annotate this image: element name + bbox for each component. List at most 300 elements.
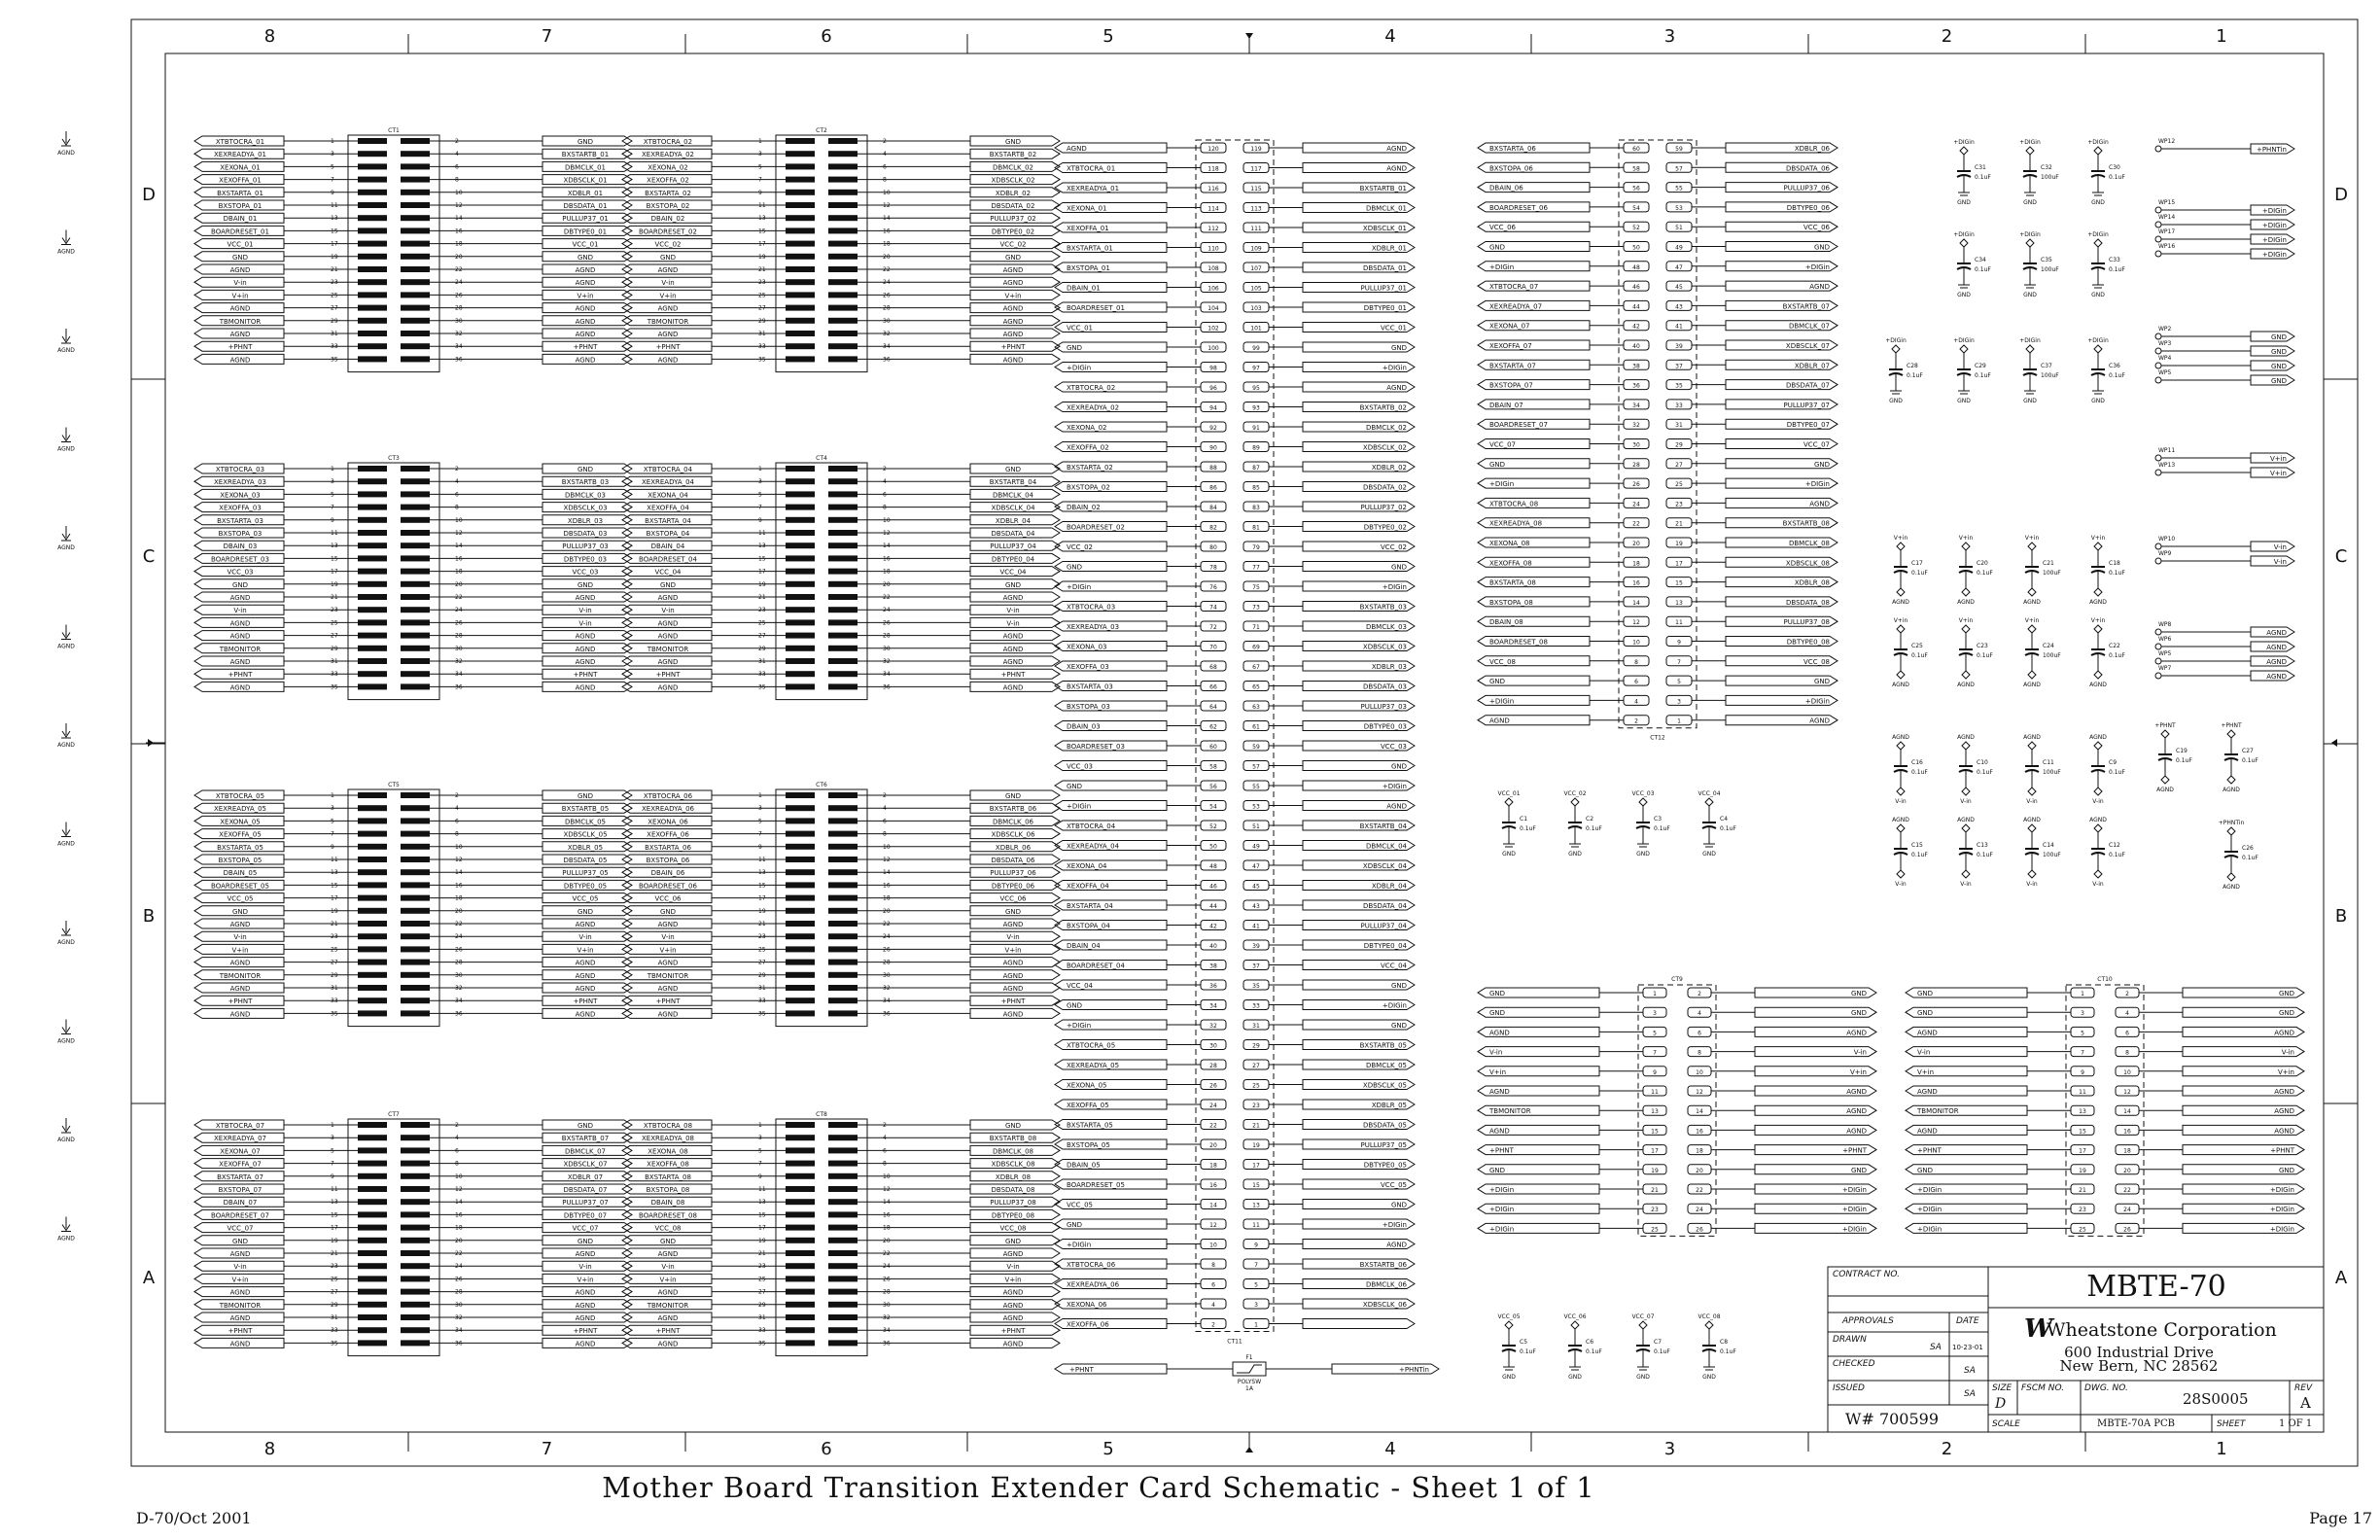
net-label: V-in: [1006, 933, 1020, 942]
agnd-margin-label: AGND: [57, 939, 75, 946]
net-label: XEXOFFA_02: [647, 176, 689, 185]
pin-contact: [358, 831, 387, 837]
pin-number: 62: [1209, 723, 1217, 731]
pin-number: 22: [2123, 1187, 2131, 1194]
pin-contact: [786, 530, 815, 536]
pin-contact: [828, 683, 858, 689]
pin-number: 31: [758, 331, 766, 337]
cap-top-net: VCC_02: [1563, 790, 1587, 797]
pin-number: 106: [1208, 285, 1219, 293]
test-point-ref: WP14: [2158, 214, 2176, 221]
pin-number: 10: [455, 189, 463, 196]
net-label: PULLUP37_07: [1783, 401, 1830, 409]
net-label: XDBLR_02: [1371, 464, 1407, 472]
pin-contact: [401, 1289, 430, 1295]
cap-bottom-net: GND: [1957, 292, 1971, 298]
connector-ref: CT12: [1650, 734, 1665, 742]
checked-by: SA: [1964, 1366, 1976, 1376]
pin-number: 19: [331, 253, 338, 261]
net-label: GND: [1390, 1022, 1407, 1030]
net-label: VCC_05: [1067, 1201, 1093, 1209]
address-line-2: New Bern, NC 28562: [2059, 1357, 2219, 1375]
net-label: AGND: [1002, 921, 1024, 928]
net-label: DBTYPE0_03: [1363, 722, 1407, 731]
net-label: DBMCLK_07: [1788, 322, 1830, 331]
net-label: +PHNT: [573, 343, 598, 352]
pin-number: 15: [758, 555, 766, 563]
pin-number: 97: [1252, 365, 1260, 372]
net-label: VCC_04: [999, 568, 1027, 577]
pin-contact: [786, 1327, 815, 1333]
cap-top-net: +DIGin: [2087, 139, 2109, 146]
cap-ref: C12: [2109, 842, 2120, 849]
pin-number: 63: [1252, 704, 1260, 711]
pin-contact: [358, 844, 387, 850]
pin-contact: [358, 960, 387, 965]
net-label: +DIGin: [1067, 583, 1092, 591]
net-label: GND: [1489, 1166, 1506, 1174]
pin-contact: [786, 671, 815, 677]
net-label: GND: [231, 1237, 249, 1245]
cap-bottom-net: GND: [2091, 199, 2105, 206]
pin-contact: [358, 1199, 387, 1205]
connector-ct6: [622, 782, 1060, 1027]
pin-number: 86: [1209, 484, 1217, 492]
cap-value: 0.1uF: [2242, 757, 2258, 764]
net-label: GND: [1850, 990, 1867, 998]
pin-number: 8: [883, 830, 887, 838]
net-label: BXSTOPA_08: [1489, 598, 1533, 607]
cap-bottom-net: AGND: [1957, 682, 1975, 688]
net-label: XEXREADYA_03: [1067, 623, 1120, 631]
net-label: DBSDATA_08: [991, 1186, 1035, 1194]
net-label: XTBTOCRA_01: [1067, 164, 1116, 173]
pin-contact: [401, 1314, 430, 1320]
pin-number: 36: [455, 683, 463, 691]
pin-number: 1: [758, 466, 762, 472]
net-label: BXSTOPA_08: [646, 1186, 690, 1194]
net-label: GND: [1067, 783, 1083, 790]
pin-contact: [828, 190, 858, 195]
cap-bottom-net: V-in: [1895, 798, 1907, 805]
pin-number: 23: [1675, 501, 1683, 508]
pin-number: 30: [883, 1301, 891, 1309]
net-label: XDBSCLK_06: [1362, 1301, 1407, 1309]
pin-number: 112: [1208, 226, 1219, 232]
pin-contact: [358, 1211, 387, 1217]
net-label: BOARDRESET_03: [211, 555, 269, 564]
net-label: V-in: [2281, 1048, 2294, 1057]
pin-contact: [786, 177, 815, 183]
pin-number: 34: [883, 1327, 891, 1335]
zone-column-label: 6: [821, 1439, 832, 1459]
cap-top-net: VCC_03: [1631, 790, 1655, 797]
pin-number: 18: [455, 894, 463, 902]
pin-number: 22: [455, 594, 463, 601]
pin-number: 36: [1632, 382, 1640, 390]
pin-number: 9: [1653, 1068, 1657, 1076]
net-label: AGND: [1002, 683, 1024, 692]
pin-number: 67: [1252, 664, 1260, 671]
pin-number: 2: [883, 1122, 887, 1129]
pin-contact: [786, 633, 815, 639]
pin-number: 7: [331, 830, 334, 838]
net-label: GND: [659, 1237, 677, 1245]
cap-value: 0.1uF: [1654, 1348, 1670, 1355]
net-label: BXSTARTB_02: [989, 151, 1037, 159]
net-label: AGND: [1386, 384, 1407, 392]
net-label: XEXOFFA_03: [219, 504, 262, 512]
net-label: XDBLR_01: [1371, 244, 1407, 253]
pin-number: 17: [758, 240, 766, 248]
pin-number: 30: [455, 1301, 463, 1309]
pin-number: 35: [331, 683, 338, 691]
pin-contact: [358, 1161, 387, 1167]
pin-contact: [828, 1173, 858, 1179]
net-label: AGND: [229, 1340, 251, 1348]
net-label: BXSTOPA_02: [646, 202, 690, 210]
pin-number: 11: [758, 530, 766, 537]
pin-contact: [358, 555, 387, 561]
pin-contact: [786, 1302, 815, 1308]
cap-bottom-net: GND: [2023, 398, 2037, 404]
net-label: +DIGin: [2269, 1206, 2294, 1214]
pin-number: 27: [1675, 461, 1683, 469]
net-label: BXSTARTA_03: [1067, 682, 1113, 691]
pin-contact: [401, 318, 430, 324]
net-label: BXSTARTA_08: [645, 1172, 691, 1181]
net-label: GND: [1813, 243, 1830, 252]
net-label: +DIGin: [1489, 262, 1515, 271]
net-label: GND: [1067, 1221, 1083, 1229]
pin-number: 11: [758, 857, 766, 863]
pin-number: 11: [331, 202, 338, 209]
pin-contact: [786, 985, 815, 991]
pin-number: 19: [758, 907, 766, 915]
net-label: +DIGin: [1382, 1001, 1407, 1010]
net-label: GND: [231, 580, 249, 589]
test-point: [2155, 629, 2161, 635]
net-label: V+in: [231, 1276, 249, 1284]
pin-number: 4: [883, 805, 887, 813]
pin-number: 13: [331, 1199, 338, 1207]
pin-number: 98: [1209, 365, 1217, 372]
cap-ref: C21: [2043, 560, 2054, 567]
net-label: AGND: [229, 304, 251, 313]
net-label: AGND: [575, 356, 596, 365]
pin-contact: [401, 1211, 430, 1217]
pin-contact: [828, 1010, 858, 1016]
cap-top-net: V+in: [2090, 535, 2106, 542]
net-label: BXSTARTA_02: [645, 189, 691, 197]
pin-contact: [358, 1135, 387, 1140]
pin-contact: [828, 177, 858, 183]
pin-number: 2: [883, 466, 887, 472]
agnd-margin-label: AGND: [57, 150, 75, 157]
pin-contact: [358, 1173, 387, 1179]
net-label: XEXONA_08: [648, 1147, 688, 1156]
pin-number: 18: [455, 568, 463, 576]
net-label: BOARDRESET_07: [1489, 421, 1548, 430]
pin-contact: [358, 607, 387, 612]
net-label: +PHNT: [228, 1327, 253, 1336]
agnd-margin-label: AGND: [57, 840, 75, 848]
net-label: BXSTARTA_02: [1067, 464, 1113, 472]
net-label: +PHNT: [1000, 1327, 1026, 1336]
net-label: V+in: [1917, 1068, 1935, 1076]
net-label: AGND: [1917, 1088, 1938, 1096]
net-label: DBAIN_05: [223, 869, 258, 878]
drawn-label: DRAWN: [1833, 1335, 1867, 1345]
net-label: VCC_05: [572, 894, 599, 903]
net-label: GND: [2278, 1009, 2294, 1018]
pin-contact: [828, 202, 858, 208]
net-label: PULLUP37_04: [990, 542, 1036, 551]
net-label: BXSTOPA_07: [1489, 381, 1533, 390]
connector-ref: CT7: [388, 1111, 400, 1118]
net-label: AGND: [1002, 266, 1024, 274]
net-label: AGND: [575, 645, 596, 653]
pin-number: 24: [1696, 1207, 1703, 1214]
pin-contact: [401, 266, 430, 272]
net-label: +PHNT: [1489, 1146, 1514, 1155]
pin-contact: [401, 491, 430, 497]
pin-number: 37: [1675, 363, 1683, 370]
pin-contact: [828, 869, 858, 875]
pin-number: 10: [455, 516, 463, 524]
connector-ref: CT2: [816, 127, 827, 134]
pin-contact: [786, 1289, 815, 1295]
net-label: GND: [1917, 990, 1934, 998]
pin-number: 24: [1632, 501, 1640, 508]
pin-contact: [401, 671, 430, 677]
pin-number: 36: [455, 1010, 463, 1018]
net-label: +DIGin: [2269, 1186, 2294, 1194]
net-label: +DIGin: [2269, 1225, 2294, 1234]
net-label: AGND: [575, 1010, 596, 1019]
pin-number: 5: [2081, 1030, 2084, 1037]
pin-number: 4: [1634, 698, 1638, 706]
net-label: AGND: [2274, 1107, 2294, 1116]
pin-contact: [786, 869, 815, 875]
cap-top-net: +PHNT: [2154, 722, 2176, 729]
pin-contact: [786, 466, 815, 472]
pin-number: 15: [1675, 579, 1683, 587]
cap-top-net: VCC_04: [1698, 790, 1721, 797]
net-label: GND: [1813, 678, 1830, 686]
pin-number: 69: [1252, 644, 1260, 651]
pin-contact: [358, 356, 387, 362]
pin-number: 55: [1675, 185, 1683, 192]
net-label: GND: [1067, 563, 1083, 572]
pin-number: 12: [455, 202, 463, 209]
pin-number: 17: [331, 240, 338, 248]
net-label: V-in: [661, 279, 675, 288]
pin-number: 24: [883, 279, 891, 287]
net-label: +PHNT: [1842, 1146, 1867, 1155]
pin-number: 39: [1675, 343, 1683, 350]
net-label: AGND: [657, 1314, 679, 1322]
pin-number: 2: [2125, 991, 2129, 998]
pin-contact: [358, 505, 387, 510]
pin-number: 3: [1653, 1010, 1657, 1018]
pin-number: 54: [1209, 803, 1217, 811]
pin-contact: [786, 279, 815, 285]
pin-contact: [828, 215, 858, 221]
pin-contact: [828, 671, 858, 677]
pin-contact: [786, 594, 815, 600]
test-point: [2155, 363, 2161, 368]
net-label: XDBSCLK_06: [991, 830, 1035, 839]
pin-number: 79: [1252, 544, 1260, 551]
pin-contact: [828, 228, 858, 233]
cap-value: 0.1uF: [1977, 570, 1993, 577]
pin-number: 2: [883, 792, 887, 799]
net-label: XDBLR_06: [995, 843, 1032, 852]
pin-number: 12: [455, 857, 463, 863]
pin-number: 14: [2123, 1108, 2131, 1116]
pin-number: 18: [883, 894, 891, 902]
net-label: AGND: [575, 1301, 596, 1310]
pin-number: 13: [331, 215, 338, 223]
pin-contact: [401, 895, 430, 901]
pin-number: 12: [455, 1186, 463, 1193]
net-label: BOARDRESET_06: [639, 882, 697, 891]
net-label: DBAIN_01: [223, 215, 258, 224]
zone-column-label: 2: [1941, 1439, 1953, 1459]
footer-doc-id: D-70/Oct 2001: [136, 1509, 252, 1527]
pin-number: 2: [455, 1122, 459, 1129]
net-label: VCC_07: [1489, 440, 1516, 449]
connector-ref: CT3: [388, 455, 400, 462]
pin-number: 34: [883, 343, 891, 351]
cap-value: 0.1uF: [1654, 825, 1670, 832]
net-label: GND: [577, 1237, 594, 1245]
net-label: V-in: [233, 933, 247, 942]
cap-ref: C10: [1977, 759, 1988, 766]
pin-contact: [358, 241, 387, 247]
pin-number: 20: [455, 580, 463, 588]
cap-ref: C32: [2041, 164, 2052, 171]
net-label: XDBSCLK_05: [1362, 1081, 1407, 1090]
pin-number: 1: [1677, 718, 1681, 725]
net-label: V-in: [578, 1263, 592, 1272]
net-label: AGND: [1002, 1250, 1024, 1258]
pin-number: 26: [455, 619, 463, 627]
pin-number: 36: [1209, 983, 1217, 990]
cap-ref: C36: [2109, 363, 2120, 369]
pin-contact: [786, 292, 815, 298]
net-label: BXSTOPA_04: [646, 530, 690, 538]
pin-number: 27: [331, 959, 338, 966]
pin-number: 2: [455, 792, 459, 799]
pin-contact: [358, 190, 387, 195]
sheet-value: 1 OF 1: [2279, 1418, 2313, 1429]
pin-number: 15: [1252, 1182, 1260, 1189]
pin-contact: [358, 1010, 387, 1016]
pin-number: 20: [883, 253, 891, 261]
pin-number: 15: [331, 555, 338, 563]
net-label: AGND: [657, 304, 679, 313]
pin-number: 12: [883, 530, 891, 537]
net-label: +PHNT: [1000, 998, 1026, 1006]
net-label: +PHNT: [573, 998, 598, 1006]
net-label: V+in: [2269, 455, 2287, 463]
net-label: XEXOFFA_01: [1067, 225, 1109, 232]
net-label: V+in: [1004, 292, 1022, 300]
net-label: BXSTARTB_02: [1359, 403, 1407, 412]
net-label: XDBSCLK_01: [563, 176, 608, 185]
net-label: AGND: [1002, 1301, 1024, 1310]
pin-contact: [358, 292, 387, 298]
net-label: DBTYPE0_02: [1363, 523, 1407, 532]
pin-number: 30: [883, 971, 891, 979]
pin-number: 28: [455, 304, 463, 312]
pin-contact: [358, 1225, 387, 1231]
zone-column-label: 7: [541, 26, 553, 47]
pin-contact: [401, 569, 430, 575]
cap-top-net: AGND: [2023, 734, 2041, 741]
pin-contact: [786, 241, 815, 247]
net-label: XEXOFFA_06: [1067, 1320, 1109, 1329]
pin-number: 47: [1252, 863, 1260, 870]
pin-contact: [401, 844, 430, 850]
net-label: GND: [577, 466, 594, 473]
pin-number: 5: [758, 163, 762, 171]
cap-bottom-net: V-in: [2026, 798, 2038, 805]
pin-contact: [786, 921, 815, 927]
pin-number: 36: [883, 356, 891, 364]
pin-contact: [401, 1135, 430, 1140]
net-label: DBMCLK_03: [564, 491, 607, 500]
pin-number: 9: [2081, 1068, 2084, 1076]
net-label: BOARDRESET_08: [1489, 638, 1548, 647]
net-label: DBMCLK_06: [1365, 1280, 1407, 1289]
pin-number: 35: [331, 1010, 338, 1018]
net-label: DBAIN_04: [650, 542, 685, 551]
dwg-number: 28S0005: [2183, 1390, 2249, 1408]
pin-number: 71: [1252, 624, 1260, 631]
pin-contact: [358, 895, 387, 901]
pin-number: 42: [1632, 323, 1640, 331]
cap-value: 0.1uF: [1720, 1348, 1736, 1355]
pin-number: 35: [1675, 382, 1683, 390]
cap-value: 0.1uF: [2109, 652, 2125, 659]
net-label: XEXREADYA_08: [1489, 519, 1543, 528]
net-label: DBTYPE0_06: [991, 882, 1035, 891]
net-label: XEXONA_04: [1067, 862, 1107, 870]
pin-number: 30: [1209, 1042, 1217, 1050]
pin-number: 5: [1254, 1281, 1258, 1289]
pin-number: 30: [455, 645, 463, 652]
pin-number: 21: [1252, 1122, 1260, 1130]
pin-number: 1: [331, 466, 334, 472]
pin-number: 35: [758, 1010, 766, 1018]
pin-number: 107: [1250, 265, 1262, 272]
pin-number: 24: [455, 933, 463, 941]
pin-number: 6: [883, 1147, 887, 1155]
pin-contact: [828, 921, 858, 927]
net-label: XDBLR_05: [567, 843, 604, 852]
net-label: DBMCLK_02: [1365, 424, 1407, 432]
pin-number: 1: [331, 138, 334, 145]
pin-contact: [401, 228, 430, 233]
pin-contact: [786, 569, 815, 575]
pin-number: 28: [883, 304, 891, 312]
pin-number: 16: [1632, 579, 1640, 587]
pin-number: 29: [1252, 1042, 1260, 1050]
pin-contact: [401, 466, 430, 472]
